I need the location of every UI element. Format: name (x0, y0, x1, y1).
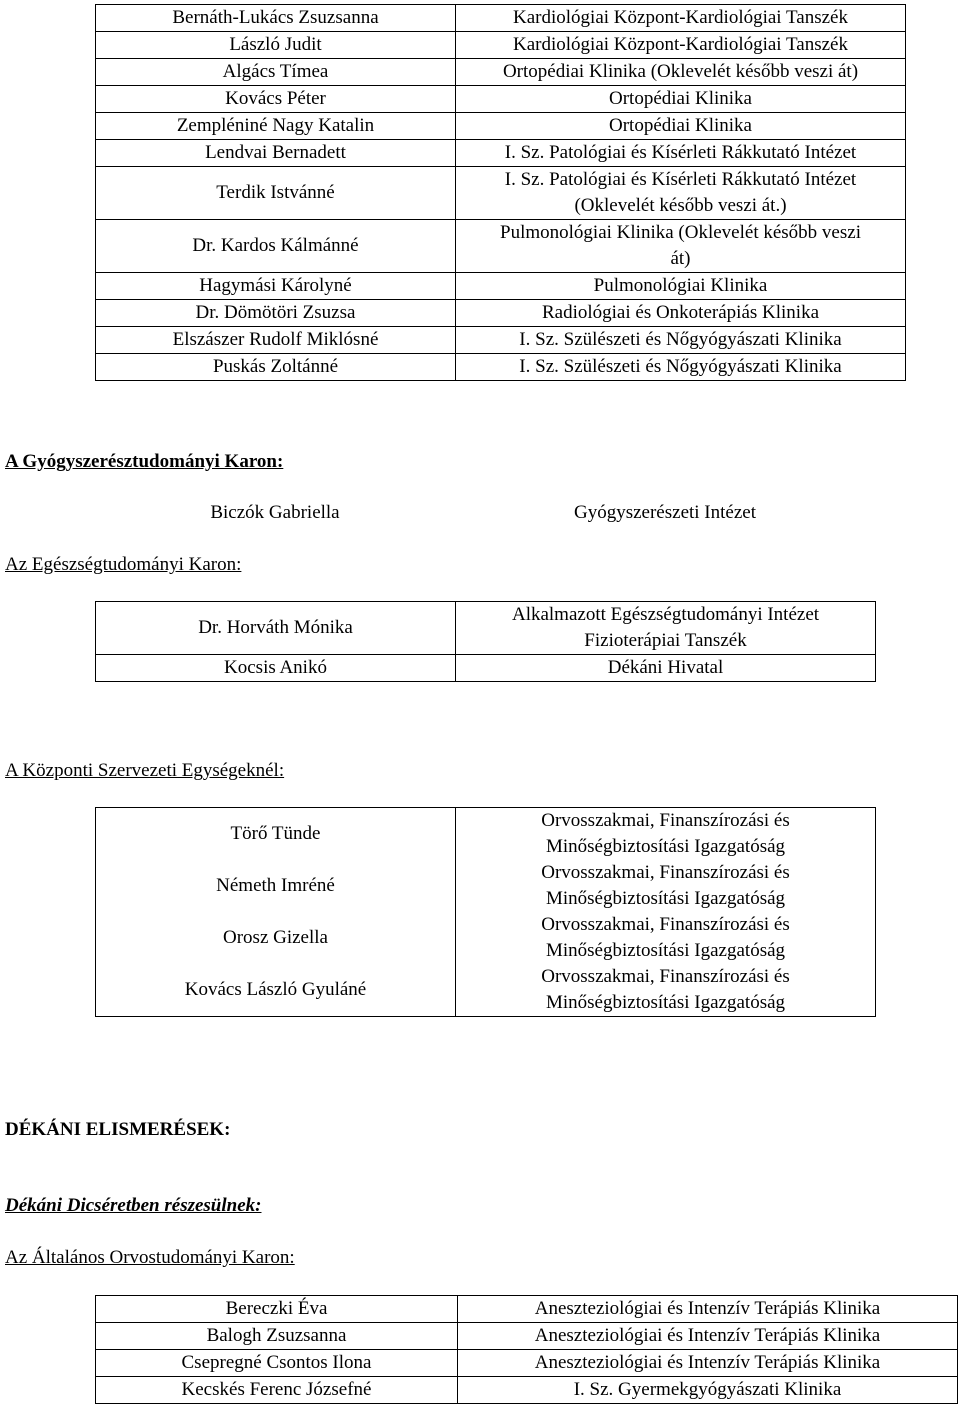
unit-line: Pulmonológiai Klinika (Oklevelét később veszi (500, 222, 861, 243)
unit-cell: Kardiológiai Központ-Kardiológiai Tanszék (456, 5, 906, 32)
table-row (96, 113, 906, 140)
name-cell: Elszászer Rudolf Miklósné (96, 327, 456, 354)
unit-line: I. Sz. Patológiai és Kísérleti Rákkutató Intézet (504, 169, 857, 190)
table-row (96, 1323, 958, 1350)
name-cell: Csepregné Csontos Ilona (96, 1350, 458, 1377)
staff-table-central (95, 807, 876, 1017)
unit-cell: Radiológiai és Onkoterápiás Klinika (456, 300, 906, 327)
name-cell: Algács Tímea (96, 59, 456, 86)
unit-line: (Oklevelét később veszi át.) (574, 195, 787, 216)
unit-cell: I. Sz. Szülészeti és Nőgyógyászati Klinika (456, 354, 906, 381)
unit-cell: Dékáni Hivatal (456, 655, 876, 682)
name-cell: Lendvai Bernadett (96, 140, 456, 167)
table-row (96, 5, 906, 32)
unit-cell (456, 964, 876, 1017)
name-cell: Kocsis Anikó (96, 655, 456, 682)
unit-line: Minőségbiztosítási Igazgatóság (545, 836, 786, 857)
table-row (96, 140, 906, 167)
unit-cell: Aneszteziológiai és Intenzív Terápiás Klinika (458, 1350, 958, 1377)
unit-line: Fizioterápiai Tanszék (584, 630, 747, 651)
table-row (96, 860, 876, 912)
awards-subheading: Dékáni Dicséretben részesülnek: (5, 1195, 262, 1216)
awards-table-general (95, 1295, 958, 1404)
table-row (96, 300, 906, 327)
unit-cell (456, 167, 906, 220)
name-cell: Puskás Zoltánné (96, 354, 456, 381)
name-cell: Kovács László Gyuláné (96, 964, 456, 1017)
table-row (96, 220, 906, 273)
unit-line: Orvosszakmai, Finanszírozási és (541, 862, 790, 883)
table-row (96, 273, 906, 300)
name-cell: Bernáth-Lukács Zsuzsanna (96, 5, 456, 32)
unit-cell: Ortopédiai Klinika (Oklevelét később veszi át) (456, 59, 906, 86)
unit-line: Minőségbiztosítási Igazgatóság (545, 992, 786, 1013)
unit-cell: Aneszteziológiai és Intenzív Terápiás Klinika (458, 1323, 958, 1350)
name-cell: Kecskés Ferenc Józsefné (96, 1377, 458, 1404)
unit-cell: I. Sz. Szülészeti és Nőgyógyászati Klinika (456, 327, 906, 354)
name-cell: Dr. Dömötöri Zsuzsa (96, 300, 456, 327)
unit-line: át) (670, 248, 691, 269)
unit-cell: Aneszteziológiai és Intenzív Terápiás Klinika (458, 1296, 958, 1323)
unit-line: Minőségbiztosítási Igazgatóság (545, 888, 786, 909)
unit-cell: I. Sz. Gyermekgyógyászati Klinika (458, 1377, 958, 1404)
name-cell: Bereczki Éva (96, 1296, 458, 1323)
unit-cell: I. Sz. Patológiai és Kísérleti Rákkutató Intézet (456, 140, 906, 167)
unit-line: Orvosszakmai, Finanszírozási és (541, 914, 790, 935)
table-row (96, 32, 906, 59)
name-cell: Törő Tünde (96, 808, 456, 861)
name-cell: Terdik Istvánné (96, 167, 456, 220)
unit-line: Minőségbiztosítási Igazgatóság (545, 940, 786, 961)
pharmacy-unit: Gyógyszerészeti Intézet (574, 502, 756, 523)
name-cell: Dr. Horváth Mónika (96, 602, 456, 655)
name-cell: Kovács Péter (96, 86, 456, 113)
table-row (96, 808, 876, 861)
table-row (96, 1350, 958, 1377)
unit-cell: Ortopédiai Klinika (456, 86, 906, 113)
pharmacy-name: Biczók Gabriella (210, 502, 340, 523)
table-row (96, 912, 876, 964)
unit-cell: Pulmonológiai Klinika (456, 273, 906, 300)
unit-cell (456, 912, 876, 964)
section-heading-pharmacy: A Gyógyszerésztudományi Karon: (5, 451, 284, 472)
section-heading-health: Az Egészségtudományi Karon: (5, 554, 242, 575)
unit-cell (456, 808, 876, 861)
name-cell: László Judit (96, 32, 456, 59)
name-cell: Németh Imréné (96, 860, 456, 912)
name-cell: Zempléniné Nagy Katalin (96, 113, 456, 140)
staff-table-health (95, 601, 876, 682)
table-row (96, 655, 876, 682)
unit-line: Orvosszakmai, Finanszírozási és (541, 810, 790, 831)
table-row (96, 59, 906, 86)
table-row (96, 354, 906, 381)
table-row (96, 964, 876, 1017)
table-row (96, 1296, 958, 1323)
staff-table-general (95, 4, 906, 381)
section-heading-central: A Központi Szervezeti Egységeknél: (5, 760, 285, 781)
unit-cell (456, 220, 906, 273)
table-row (96, 1377, 958, 1404)
name-cell: Dr. Kardos Kálmánné (96, 220, 456, 273)
name-cell: Orosz Gizella (96, 912, 456, 964)
awards-heading: DÉKÁNI ELISMERÉSEK: (5, 1119, 231, 1140)
unit-cell: Kardiológiai Központ-Kardiológiai Tanszék (456, 32, 906, 59)
unit-line: Alkalmazott Egészségtudományi Intézet (511, 604, 820, 625)
name-cell: Balogh Zsuzsanna (96, 1323, 458, 1350)
table-row (96, 86, 906, 113)
unit-cell: Ortopédiai Klinika (456, 113, 906, 140)
table-row (96, 167, 906, 220)
unit-line: Orvosszakmai, Finanszírozási és (541, 966, 790, 987)
unit-cell (456, 860, 876, 912)
table-row (96, 327, 906, 354)
table-row (96, 602, 876, 655)
unit-cell (456, 602, 876, 655)
section-heading-general: Az Általános Orvostudományi Karon: (5, 1247, 295, 1268)
name-cell: Hagymási Károlyné (96, 273, 456, 300)
